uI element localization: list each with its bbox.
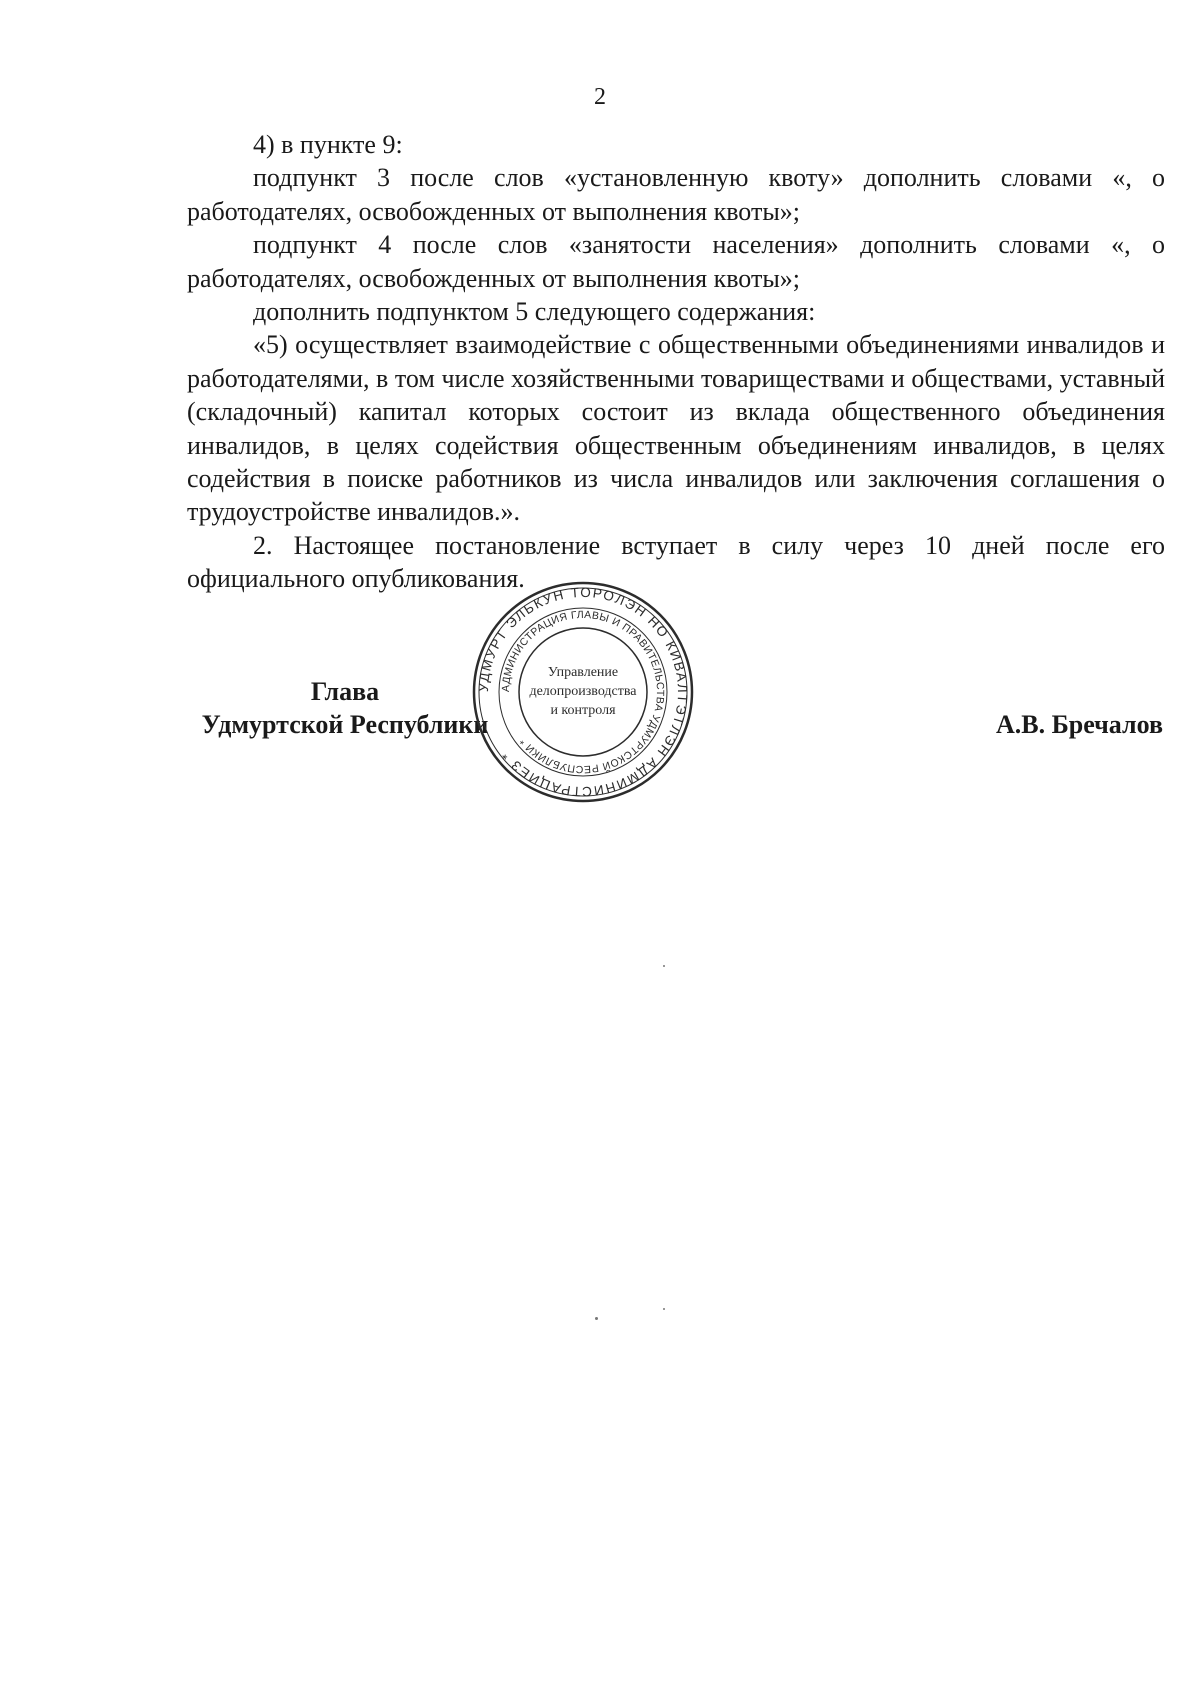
signatory-title-line2: Удмуртской Республики xyxy=(201,710,489,739)
page-number: 2 xyxy=(594,84,606,110)
official-seal-stamp xyxy=(471,580,695,804)
paragraph-effective-date: 2. Настоящее постановление вступает в силу через 10 дней после его официального опубликования. xyxy=(187,530,1165,594)
signatory-name: А.В. Бречалов xyxy=(995,710,1163,739)
scan-speck xyxy=(595,1317,598,1320)
signature-block xyxy=(0,584,1200,830)
stamp-center-line2: делопроизводства xyxy=(529,684,637,699)
scan-speck xyxy=(663,965,665,967)
signatory-title xyxy=(185,675,505,741)
paragraph-item-4: 4) в пункте 9: xyxy=(253,130,403,159)
signatory-title-line1: Глава xyxy=(310,677,380,706)
stamp-center-line1: Управление xyxy=(547,665,619,680)
stamp-outer-ring-text: УДМУРТ ЭЛЬКУН ТОРОЛЭН НО КИВАЛТЭТЛЭН АДМИНИСТРАЦИЕЗ * xyxy=(475,584,691,800)
document-body xyxy=(187,128,1165,596)
stamp-inner-ring-text: АДМИНИСТРАЦИЯ ГЛАВЫ И ПРАВИТЕЛЬСТВА УДМУРТСКОЙ РЕСПУБЛИКИ * xyxy=(499,608,667,776)
paragraph-add-subitem: дополнить подпунктом 5 следующего содержания: xyxy=(253,297,816,327)
paragraph-subitem-4: подпункт 4 после слов «занятости населения» дополнить словами «, о работодателях, освобожденных от выполнения квоты»; xyxy=(187,230,1165,293)
scan-speck xyxy=(663,1308,665,1310)
stamp-center-line3: и контроля xyxy=(550,703,616,718)
paragraph-subitem-5-text: «5) осуществляет взаимодействие с общественными объединениями инвалидов и работодателями, в том числе хозяйственными товариществами и обществами, уставный (складочный) капитал которых состоит из вклада общественного объединения инвалидов, в целях содействия общественным объединениям инвалидов, в целях содействия в поиске работников из числа инвалидов или заключения соглашения о трудоустройстве инвалидов.». xyxy=(187,330,1165,527)
paragraph-subitem-3: подпункт 3 после слов «установленную квоту» дополнить словами «, о работодателях, освобожденных от выполнения квоты»; xyxy=(187,163,1165,226)
